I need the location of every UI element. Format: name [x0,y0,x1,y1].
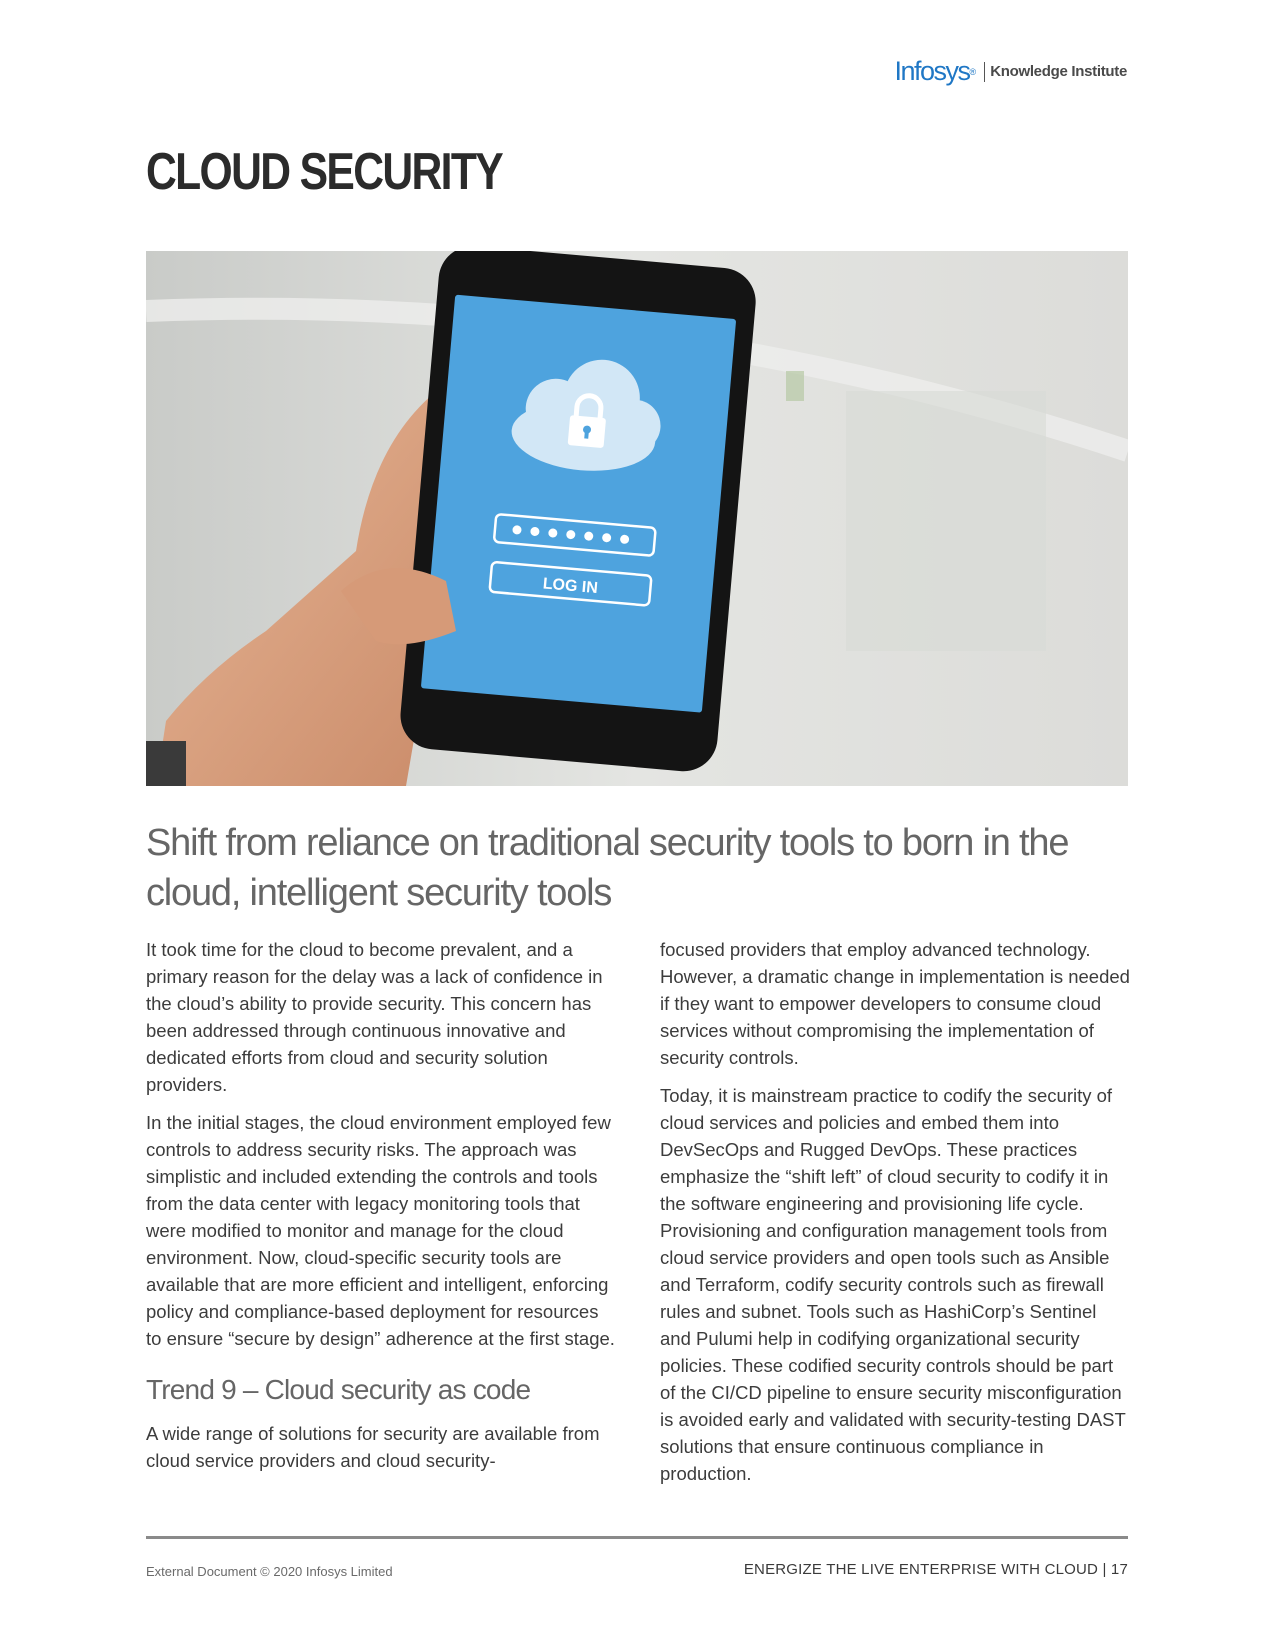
section-subtitle: Shift from reliance on traditional security tools to born in the cloud, intelligent security tools [146,822,1069,914]
logo-brand: Infosys [894,56,970,86]
footer-copyright: External Document © 2020 Infosys Limited [146,1564,393,1579]
paragraph-codify: Today, it is mainstream practice to codify the security of cloud services and policies and embed them into DevSecOps and Rugged DevOps. These practices emphasize the “shift left” of cloud security to codify it in the software engineering and provisioning life cycle. Provisioning and configuration management tools from cloud service providers and open tools such as Ansible and Terraform, codify security controls such as firewall rules and subnet. Tools such as HashiCorp’s Sentinel and Pulumi help in codifying organizational security policies. These codified security controls should be part of the CI/CD pipeline to ensure security misconfiguration is avoided early and validated with security-testing DAST solutions that ensure continuous compliance in production. [660,1085,1126,1484]
trend-heading: Trend 9 – Cloud security as code [146,1374,531,1405]
footer-page-label: ENERGIZE THE LIVE ENTERPRISE WITH CLOUD | 17 [743,1561,1128,1578]
logo-divider [984,62,985,82]
paragraph-providers: focused providers that employ advanced technology. However, a dramatic change in implementation is needed if they want to empower developers to consume cloud services without compromising the implementation of security controls. [660,939,1130,1068]
right-column [660,936,1130,1498]
paragraph-trend: A wide range of solutions for security are available from cloud service providers and cloud security- [146,1423,600,1471]
paragraph-intro: It took time for the cloud to become prevalent, and a primary reason for the delay was a lack of confidence in the cloud’s ability to provide security. This concern has been addressed through continuous innovative and dedicated efforts from cloud and security solution providers. [146,939,603,1095]
hero-image [146,251,1128,786]
footer-divider [146,1536,1128,1539]
infosys-logo [895,56,1128,87]
logo-registered-mark: ® [969,66,977,77]
page-title: CLOUD SECURITY [146,143,503,201]
logo-subtitle: Knowledge Institute [990,63,1127,80]
left-column [146,936,616,1485]
paragraph-initial-stages: In the initial stages, the cloud environment employed few controls to address security risks. The approach was simplistic and included extending the controls and tools from the data center with legacy monitoring tools that were modified to monitor and manage for the cloud environment. Now, cloud-specific security tools are available that are more efficient and intelligent, enforcing policy and compliance-based deployment for resources to ensure “secure by design” adherence at the first stage. [146,1112,615,1349]
login-button-label: LOG IN [542,575,599,598]
phone-login-illustration [146,251,1128,786]
